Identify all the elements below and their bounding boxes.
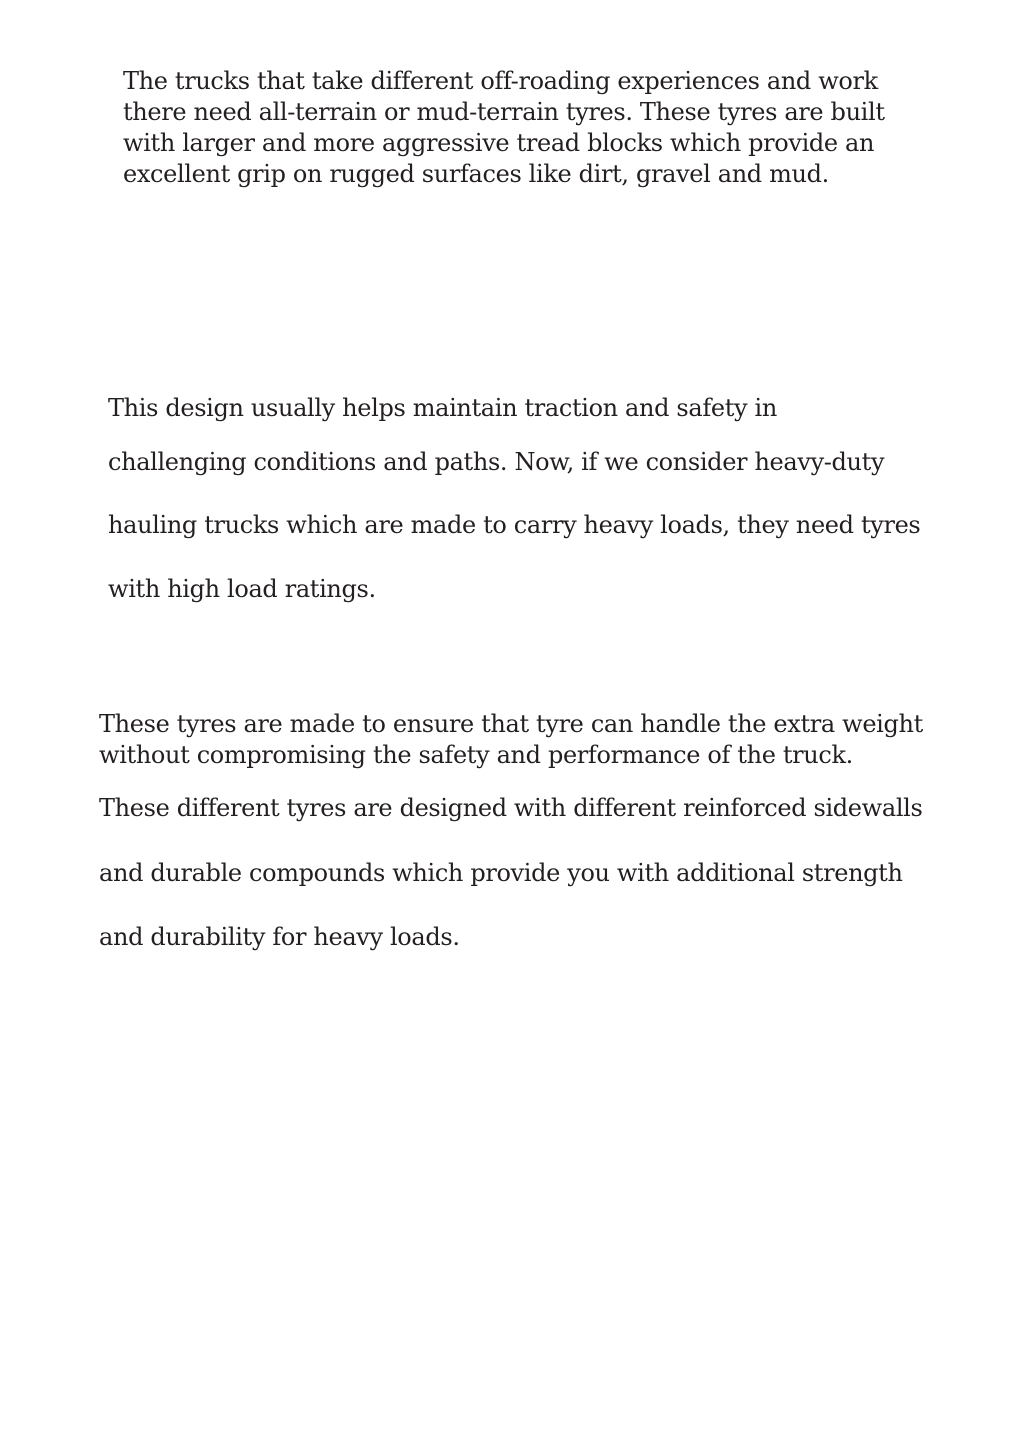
text-line: with high load ratings. xyxy=(108,575,376,603)
text-line: This design usually helps maintain traction and safety in xyxy=(108,394,777,422)
text-line: The trucks that take different off-roading experiences and work xyxy=(123,67,878,95)
text-line: These tyres are made to ensure that tyre can handle the extra weight xyxy=(99,710,923,738)
text-line: with larger and more aggressive tread blocks which provide an xyxy=(123,129,875,157)
text-line: there need all-terrain or mud-terrain tyres. These tyres are built xyxy=(123,98,885,126)
text-line: challenging conditions and paths. Now, if we consider heavy-duty xyxy=(108,448,885,476)
text-line: and durability for heavy loads. xyxy=(99,923,460,951)
text-line: without compromising the safety and performance of the truck. xyxy=(99,741,853,769)
text-line: and durable compounds which provide you with additional strength xyxy=(99,859,903,887)
text-line: excellent grip on rugged surfaces like dirt, gravel and mud. xyxy=(123,160,829,188)
text-line: These different tyres are designed with different reinforced sidewalls xyxy=(99,794,923,822)
text-line: hauling trucks which are made to carry heavy loads, they need tyres xyxy=(108,511,921,539)
